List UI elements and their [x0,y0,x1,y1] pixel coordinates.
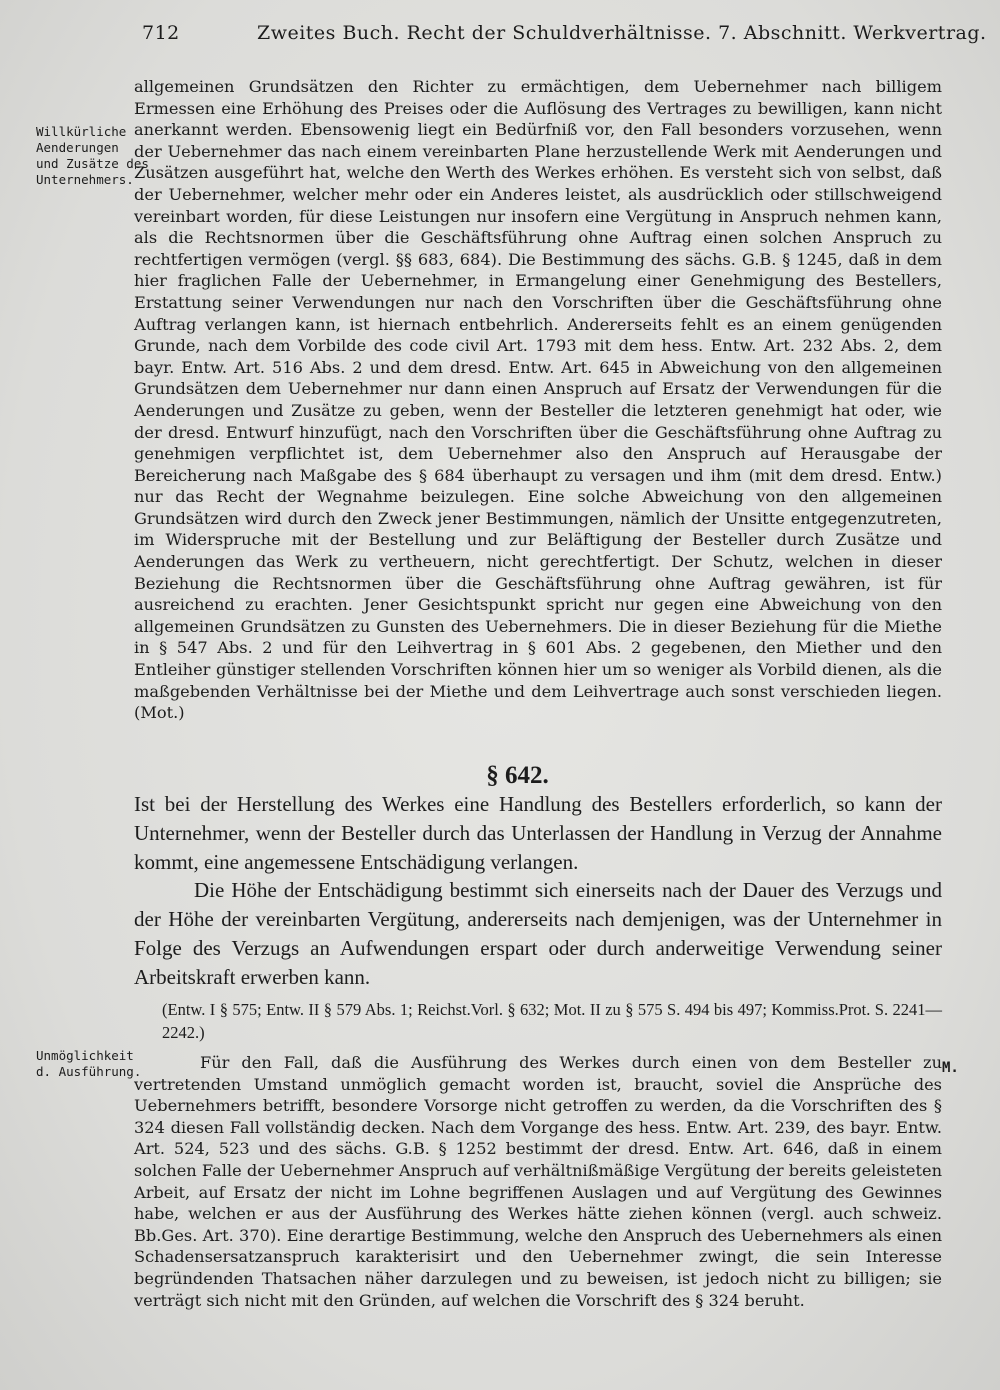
margin-note-impossibility: Unmöglichkeit d. Ausführung. [36,1048,142,1079]
margin-note-m: M. [942,1060,959,1076]
source-references: (Entw. I § 575; Entw. II § 579 Abs. 1; Reichst.Vorl. § 632; Mot. II zu § 575 S. 494 bis 497; Kommiss.Prot. S. 2241—2242.) [162,1000,942,1042]
commentary-paragraph-1: allgemeinen Grundsätzen den Richter zu ermächtigen, dem Uebernehmer nach billigem Ermessen eine Erhöhung des Preises oder die Auflösung des Vertrages zu bewilligen, kann nicht anerkannt werden. Ebensowenig liegt ein Bedürfniß vor, den Fall besonders vorzusehen, wenn der Uebernehmer das nach einem vereinbarten Plane herzustellende Werk mit Aenderungen und Zusätzen ausgeführt hat, welche den Werth des Werkes erhöhen. Es versteht sich von selbst, daß der Uebernehmer, welcher mehr oder ein Anderes leistet, als ausdrücklich oder stillschweigend vereinbart worden, für diese Leistungen nur insofern eine Vergütung in Anspruch nehmen kann, als die Rechtsnormen über die Geschäftsführung ohne Auftrag einen solchen Anspruch zu rechtfertigen vermögen (vergl. §§ 683, 684). Die Bestimmung des sächs. G.B. § 1245, daß in dem hier fraglichen Falle der Uebernehmer, in Ermangelung einer Genehmigung des Bestellers, Erstattung seiner Verwendungen nur nach den Vorschriften über die Geschäftsführung ohne Auftrag verlangen kann, ist hiernach entbehrlich. Andererseits fehlt es an einem genügenden Grunde, nach dem Vorbilde des code civil Art. 1793 mit dem hess. Entw. Art. 232 Abs. 2, dem bayr. Entw. Art. 516 Abs. 2 und dem dresd. Entw. Art. 645 in Abweichung von den allgemeinen Grundsätzen dem Uebernehmer nur dann einen Anspruch auf Ersatz der Verwendungen für die Aenderungen und Zusätze zu geben, wenn der Besteller die letzteren genehmigt hat oder, wie der dresd. Entwurf hinzufügt, nach den Vorschriften über die Geschäftsführung ohne Auftrag zu genehmigen verpflichtet ist, dem Uebernehmer also den Anspruch auf Herausgabe der Bereicherung nach Maßgabe des § 684 überhaupt zu versagen und ihm (mit dem dresd. Entw.) nur das Recht der Wegnahme beizulegen. Eine solche Abweichung von den allgemeinen Grundsätzen wird durch den Zweck jener Bestimmungen, nämlich der Unsitte entgegenzutreten, im Widerspruche mit der Bestellung und zur Beläftigung der Besteller durch Zusätze und Aenderungen das Werk zu vertheuern, nicht gerechtfertigt. Der Schutz, welchen in dieser Beziehung die Rechtsnormen über die Geschäftsführung ohne Auftrag gewähren, ist für ausreichend zu erachten. Jener Gesichtspunkt spricht nur gegen eine Abweichung von den allgemeinen Grundsätzen zu Gunsten des Uebernehmers. Die in dieser Beziehung für die Miethe in § 547 Abs. 2 und für den Leihvertrag in § 601 Abs. 2 gegebenen, den Miether und den Entleiher günstiger stellenden Vorschriften können hier um so weniger als Vorbild dienen, als die maßgebenden Verhältnisse bei der Miethe und dem Leihvertrage auch sonst verschieden liegen. (Mot.) [134,77,942,723]
margin-note-arbitrary-changes: Willkürliche Aenderungen und Zusätze des Unternehmers. [36,124,149,187]
running-title: Zweites Buch. Recht der Schuldverhältnisse. 7. Abschnitt. Werkvertrag. [257,22,987,44]
page-number: 712 [142,22,180,44]
commentary-paragraph-2: Für den Fall, daß die Ausführung des Werkes durch einen von dem Besteller zu vertretenden Umstand unmöglich gemacht worden ist, braucht, soviel die Ansprüche des Uebernehmers betrifft, besondere Vorsorge nicht getroffen zu werden, da die Vorschriften des § 324 diesen Fall vollständig decken. Nach dem Vorgange des hess. Entw. Art. 239, des bayr. Entw. Art. 524, 523 und des sächs. G.B. § 1252 bestimmt der dresd. Entw. Art. 646, daß in einem solchen Falle der Uebernehmer Anspruch auf verhältnißmäßige Vergütung der bereits geleisteten Arbeit, auf Ersatz der nicht im Lohne begriffenen Auslagen und auf Vergütung des Gewinnes habe, welchen er aus der Ausführung des Werkes hätte ziehen können (vergl. auch schweiz. Bb.Ges. Art. 370). Eine derartige Bestimmung, welche den Anspruch des Uebernehmers als einen Schadensersatzanspruch karakterisirt und den Uebernehmer zwingt, die sein Interesse begründenden Thatsachen näher darzulegen und zu beweisen, ist jedoch nicht zu billigen; sie verträgt sich nicht mit den Gründen, auf welchen die Vorschrift des § 324 beruht. [134,1053,942,1310]
statute-paragraph-1: Ist bei der Herstellung des Werkes eine Handlung des Bestellers erforderlich, so kann der Unternehmer, wenn der Besteller durch das Unterlassen der Handlung in Verzug der Annahme kommt, eine angemessene Entschädigung verlangen. [134,792,942,874]
section-title: § 642. [486,762,549,789]
statute-paragraph-2: Die Höhe der Entschädigung bestimmt sich einerseits nach der Dauer des Verzugs und der Höhe der vereinbarten Vergütung, andererseits nach demjenigen, was der Unternehmer in Folge des Verzugs an Aufwendungen erspart oder durch anderweitige Verwendung seiner Arbeitskraft erwerben kann. [134,878,942,989]
